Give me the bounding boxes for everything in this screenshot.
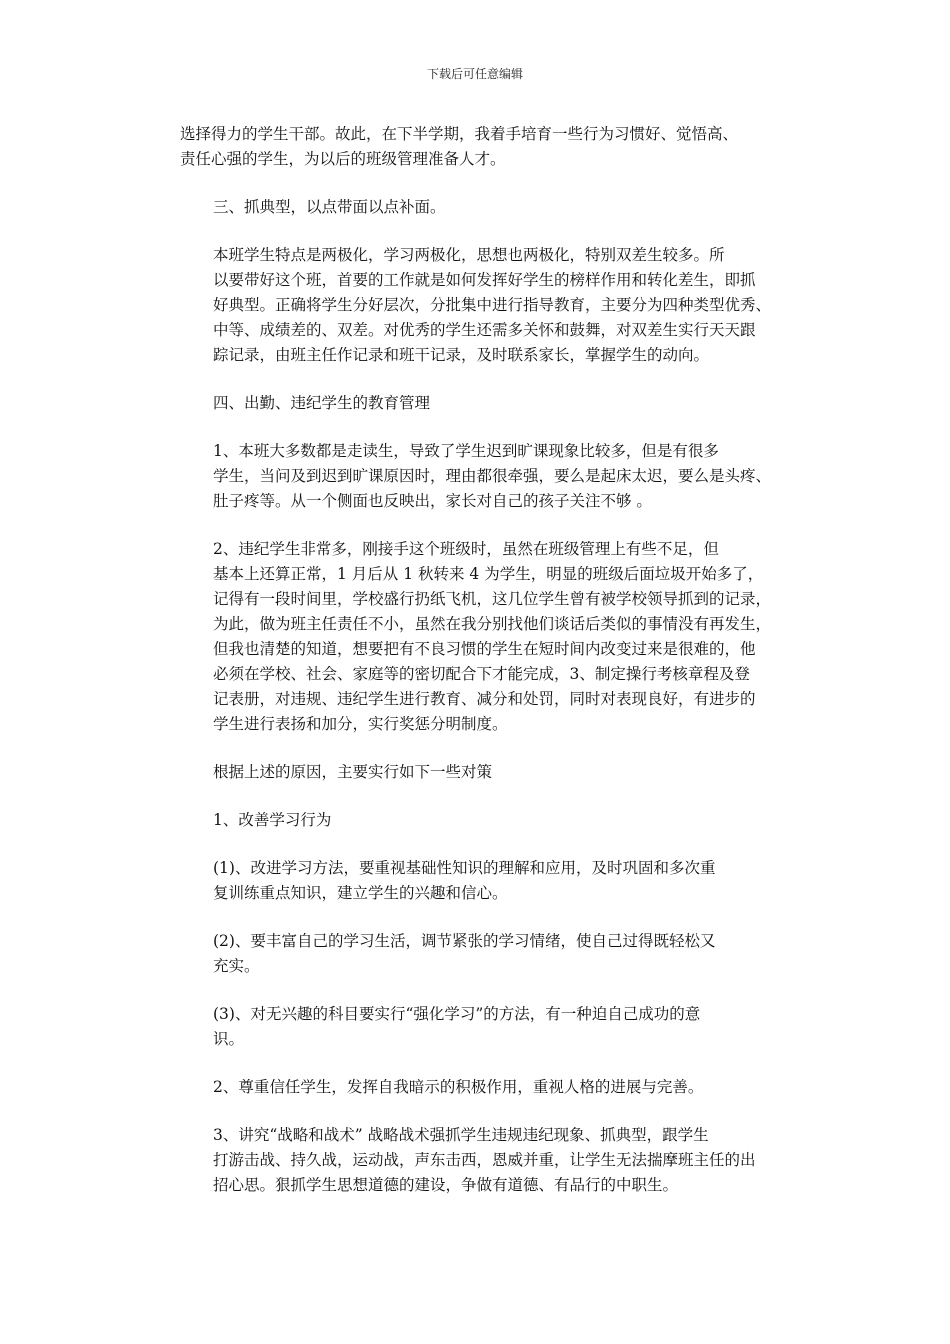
paragraph [180,122,780,172]
text-line: 2、违纪学生非常多，刚接手这个班级时，虽然在班级管理上有些不足，但 [213,540,719,558]
text-line: 招心思。狠抓学生思想道德的建设，争做有道德、有品行的中职生。 [213,1176,679,1194]
text-line: 学生进行表扬和加分，实行奖惩分明制度。 [213,715,508,733]
text-line: 1、本班大多数都是走读生，导致了学生迟到旷课现象比较多，但是有很多 [213,442,719,460]
text-line: 根据上述的原因，主要实行如下一些对策 [213,763,493,781]
text-line: 复训练重点知识，建立学生的兴趣和信心。 [213,884,508,902]
text-line: 四、出勤、违纪学生的教育管理 [213,394,431,412]
text-line: 中等、成绩差的、双差。对优秀的学生还需多关怀和鼓舞，对双差生实行天天跟 [213,321,756,339]
text-line: 1、改善学习行为 [213,811,332,829]
text-line: 肚子疼等。从一个侧面也反映出，家长对自己的孩子关注不够 。 [213,492,652,510]
text-line: 记表册，对违规、违纪学生进行教育、减分和处罚，同时对表现良好，有进步的 [213,690,756,708]
text-line: 三、抓典型，以点带面以点补面。 [213,198,446,216]
paragraph [180,537,780,737]
paragraph [180,856,780,906]
text-line: 必须在学校、社会、家庭等的密切配合下才能完成，3、制定操行考核章程及登 [213,665,750,683]
paragraph [180,760,780,785]
text-line: 2、尊重信任学生，发挥自我暗示的积极作用，重视人格的进展与完善。 [213,1078,704,1096]
paragraph [180,1075,780,1100]
text-line: 责任心强的学生，为以后的班级管理准备人才。 [180,150,506,168]
paragraph [180,929,780,979]
text-line: 踪记录，由班主任作记录和班干记录，及时联系家长，掌握学生的动向。 [213,346,710,364]
text-line: 但我也清楚的知道，想要把有不良习惯的学生在短时间内改变过来是很难的，他 [213,640,756,658]
paragraph [180,1002,780,1052]
text-line: 打游击战、持久战，运动战，声东击西，恩威并重，让学生无法揣摩班主任的出 [213,1151,756,1169]
text-line: 记得有一段时间里，学校盛行扔纸飞机，这几位学生曾有被学校领导抓到的记录， [213,590,772,608]
text-line: 好典型。正确将学生分好层次，分批集中进行指导教育，主要分为四种类型优秀、 [213,296,772,314]
text-line: 以要带好这个班，首要的工作就是如何发挥好学生的榜样作用和转化差生，即抓 [213,271,756,289]
text-line: 充实。 [213,957,260,975]
page-header: 下载后可任意编辑 [426,67,523,81]
text-line: 学生，当问及到迟到旷课原因时，理由都很牵强，要么是起床太迟，要么是头疼、 [213,467,772,485]
paragraph [180,1123,780,1198]
text-line: 识。 [213,1030,245,1048]
paragraph [180,439,780,514]
paragraph [180,391,780,416]
paragraph [180,195,780,220]
paragraph [180,243,780,368]
paragraph [180,808,780,833]
text-line: 基本上还算正常，1 月后从 1 秋转来 4 为学生，明显的班级后面垃圾开始多了， [213,565,764,583]
text-line: (3)、对无兴趣的科目要实行“强化学习”的方法，有一种迫自己成功的意 [213,1005,701,1023]
text-line: (2)、要丰富自己的学习生活，调节紧张的学习情绪，使自己过得既轻松又 [213,932,716,950]
document-body [180,122,780,1221]
text-line: (1)、改进学习方法，要重视基础性知识的理解和应用，及时巩固和多次重 [213,859,716,877]
text-line: 3、讲究“战略和战术” 战略战术强抓学生违规违纪现象、抓典型，跟学生 [213,1126,709,1144]
text-line: 选择得力的学生干部。故此，在下半学期，我着手培育一些行为习惯好、觉悟高、 [180,125,739,143]
text-line: 为此，做为班主任责任不小，虽然在我分别找他们谈话后类似的事情没有再发生， [213,615,772,633]
text-line: 本班学生特点是两极化，学习两极化，思想也两极化，特别双差生较多。所 [213,246,725,264]
